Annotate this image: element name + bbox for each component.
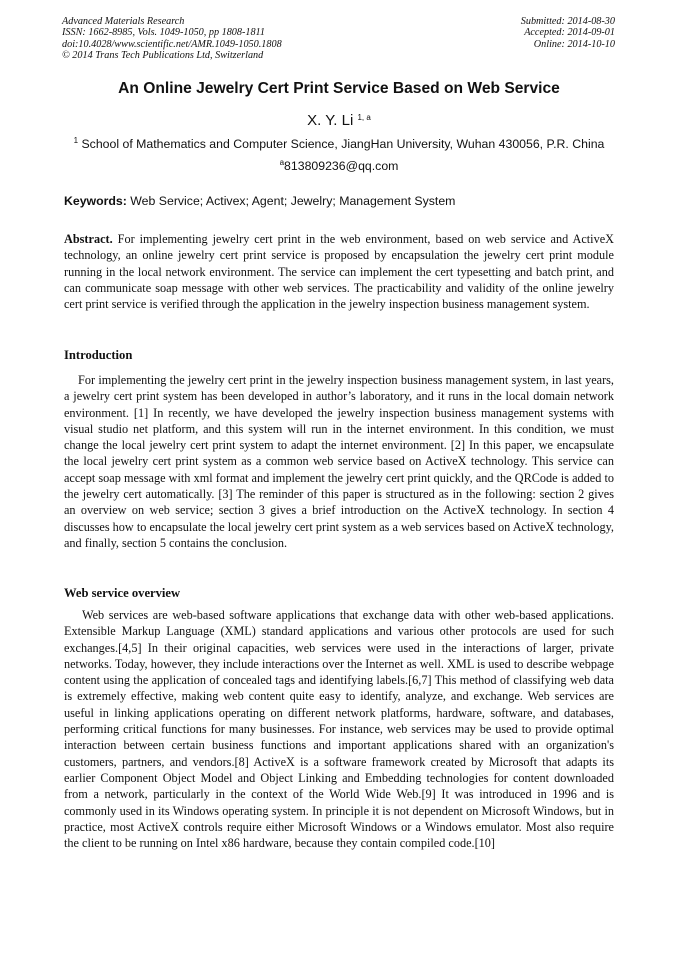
affiliation-line xyxy=(40,137,638,151)
keywords-text: Web Service; Activex; Agent; Jewelry; Management System xyxy=(130,194,456,208)
copyright-line: © 2014 Trans Tech Publications Ltd, Switzerland xyxy=(62,50,264,62)
author-line xyxy=(40,112,638,129)
author-superscript: 1, a xyxy=(357,113,371,122)
paper-title: An Online Jewelry Cert Print Service Based on Web Service xyxy=(118,80,560,97)
email-line xyxy=(40,159,638,173)
affiliation-text: School of Mathematics and Computer Science, JiangHan University, Wuhan 430056, P.R. China xyxy=(81,137,605,151)
abstract-text: For implementing jewelry cert print in the web environment, based on web service and ActiveX technology, an online jewelry cert print service is proposed by encapsulation the jewelry cert print module running in the local network environment. The service can implement the cert typesetting and batch print, and can communicate soap message with other web services. The practicability and validity of the online jewelry cert print service is verified through the application in the jewelry inspection business management system. xyxy=(64,232,614,312)
doi-line: doi:10.4028/www.scientific.net/AMR.1049-1050.1808 xyxy=(62,38,282,50)
journal-info-header xyxy=(62,16,282,62)
submitted-date: Submitted: 2014-08-30 xyxy=(520,16,615,27)
affiliation-superscript: 1 xyxy=(73,136,79,145)
dates-header xyxy=(521,16,615,50)
abstract-paragraph xyxy=(64,231,614,312)
author-name: X. Y. Li xyxy=(307,112,354,129)
introduction-heading: Introduction xyxy=(64,348,133,362)
issn-line: ISSN: 1662-8985, Vols. 1049-1050, pp 1808-1811 xyxy=(62,27,265,39)
introduction-paragraph: For implementing the jewelry cert print in the jewelry inspection business management system, in last years, a jewelry cert print system has been developed in author’s laboratory, and it runs in the local domain network environment. [1] In recently, we have developed the jewelry inspection business management systems with visual studio net platform, and this system will run in the internet environment. In this condition, we must change the local jewelry cert print system to adapt the internet environment. [2] In this paper, we encapsulate the local jewelry cert print system as a common web service based on ActiveX technology. This service can accept soap message with xml format and implement the jewelry cert print quickly, and the QRCode is added to the jewelry cert automatically. [3] The reminder of this paper is structured as in the following: section 2 gives an overview on web service; section 3 gives a brief introduction on the ActiveX technology. In section 4 discusses how to encapsulate the local jewelry cert print system as a web services based on ActiveX technology, and finally, section 5 contains the conclusion. xyxy=(64,373,614,550)
abstract-label: Abstract. xyxy=(64,232,113,246)
online-date: Online: 2014-10-10 xyxy=(533,38,615,50)
keywords-line xyxy=(64,194,614,208)
web-service-overview-heading: Web service overview xyxy=(64,586,181,600)
web-service-overview-paragraph: Web services are web-based software applications that exchange data with other web-based applications. Extensible Markup Language (XML) standard applications and various other protocols are used for such exchanges.[4,5] In their original capacities, web services were used in the interactions of larger, private networks. Today, however, they include interactions over the Internet as well. XML is used to describe webpage content using the application of concealed tags and identifying labels.[6,7] This method of classifying web data is extremely effective, making web content quite easy to identify, analyze, and exchange. Web services are useful in linking applications operating on different network platforms, hardware, software, and databases, performing critical functions for many businesses. For instance, web services may be used to provide optimal interaction between certain business functions and important applications shared with an organization's customers, partners, and vendors.[8] ActiveX is a software framework created by Microsoft that adapts its earlier Component Object Model and Object Linking and Embedding technologies for content downloaded from a network, particularly in the context of the World Wide Web.[9] It was introduced in 1996 and is commonly used in its Windows operating system. In principle it is not dependent on Microsoft Windows, but in practice, most ActiveX controls require either Microsoft Windows or a Windows emulator. Most also require the client to be running on Intel x86 hardware, because they contain compiled code.[10] xyxy=(64,608,614,851)
keywords-label: Keywords: xyxy=(64,194,127,208)
email-superscript: a xyxy=(279,158,285,167)
accepted-date: Accepted: 2014-09-01 xyxy=(524,27,615,39)
email-text: 813809236@qq.com xyxy=(284,159,399,173)
journal-name: Advanced Materials Research xyxy=(62,16,185,27)
